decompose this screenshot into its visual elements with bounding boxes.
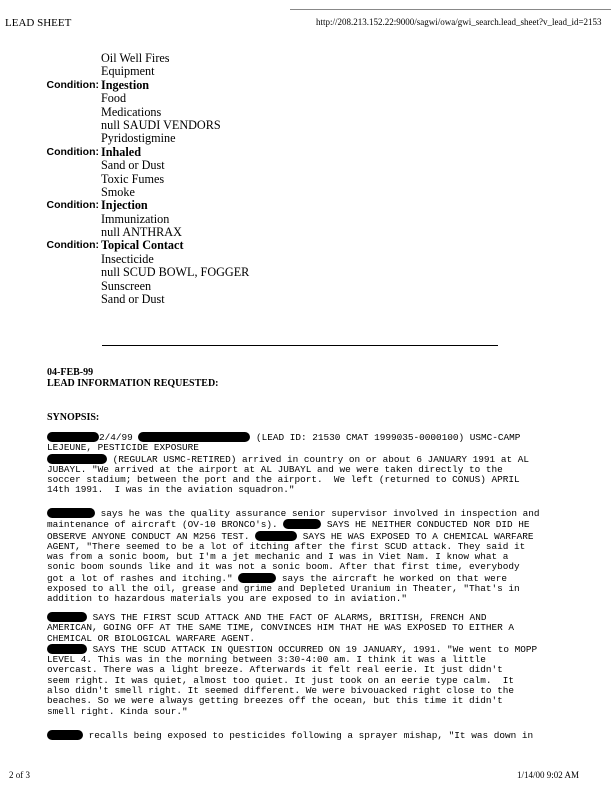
condition-item: Sunscreen xyxy=(101,278,152,293)
condition-label: Condition: xyxy=(46,239,99,252)
redaction-mark xyxy=(283,519,321,529)
condition-item: Oil Well Fires xyxy=(101,51,170,65)
condition-row xyxy=(0,213,611,226)
condition-label: Condition: xyxy=(46,199,99,212)
condition-category: Ingestion xyxy=(101,77,150,92)
condition-row xyxy=(0,79,611,92)
page-url: http://208.213.152.22:9000/sagwi/owa/gwi_search.lead_sheet?v_lead_id=2153 xyxy=(316,17,602,27)
condition-item: null ANTHRAX xyxy=(101,225,182,240)
condition-list xyxy=(0,52,611,306)
synopsis-paragraph-3: SAYS THE FIRST SCUD ATTACK AND THE FACT OF ALARMS, BRITISH, FRENCH AND AMERICAN, GOING OFF AT THE SAME TIME, CONVINCES HIM THAT HE WAS EXPOSED TO EITHER A CHEMICAL OR BIOLOGICAL WARFARE AGENT. SAYS THE SCUD ATTACK IN QUESTION OCCURRED ON 19 JANUARY, 1991. "We went to MOPP LEVEL 4. This was in the morning between 3:30-4:00 am. I think it was a little overcast. There was a light breeze. Afterwards it felt real eerie. It just didn't seem right. It was quiet, almost too quiet. It just took on an eerie type calm. It also didn't smell right. It seemed different. We were bivouacked right close to the beaches. So we were always getting breezes off the ocean, but this time it didn't smell right. Kinda sour." xyxy=(47,612,538,717)
synopsis-paragraph-1: 2/4/99 (LEAD ID: 21530 CMAT 1999035-0000100) USMC-CAMP LEJEUNE, PESTICIDE EXPOSURE (REGULAR USMC-RETIRED) arrived in country on or about 6 JANUARY 1991 at AL JUBAYL. "We arrived at the airport at AL JUBAYL and we were taken directly to the soccer stadium; between the port and the airport. We left (returned to CONUS) APRIL 14th 1991. I was in the aviation squadron." xyxy=(47,432,529,496)
condition-row xyxy=(0,132,611,145)
header-rule xyxy=(290,9,611,10)
condition-row xyxy=(0,280,611,293)
condition-row xyxy=(0,146,611,159)
condition-row xyxy=(0,239,611,252)
condition-item: Immunization xyxy=(101,211,170,226)
redaction-mark xyxy=(47,730,83,740)
redaction-mark xyxy=(47,612,87,622)
lead-information-heading: LEAD INFORMATION REQUESTED: xyxy=(47,378,219,389)
condition-row xyxy=(0,65,611,78)
condition-item: Smoke xyxy=(101,184,135,199)
condition-item: null SCUD BOWL, FOGGER xyxy=(101,265,250,280)
synopsis-paragraph-4: recalls being exposed to pesticides following a sprayer mishap, "It was down in xyxy=(47,730,567,741)
condition-label: Condition: xyxy=(46,78,99,91)
condition-category: Inhaled xyxy=(101,144,141,159)
redaction-mark xyxy=(238,573,276,583)
condition-row xyxy=(0,52,611,65)
condition-category: Injection xyxy=(101,198,148,213)
condition-label: Condition: xyxy=(46,145,99,158)
redaction-mark xyxy=(47,644,87,654)
condition-category: Topical Contact xyxy=(101,238,184,253)
condition-item: Insecticide xyxy=(101,251,154,266)
condition-item: Pyridostigmine xyxy=(101,131,176,146)
condition-item: Toxic Fumes xyxy=(101,171,165,186)
page-number: 2 of 3 xyxy=(9,770,30,780)
redaction-mark xyxy=(47,508,95,518)
condition-row xyxy=(0,173,611,186)
condition-row xyxy=(0,92,611,105)
synopsis-heading: SYNOPSIS: xyxy=(47,412,100,423)
entry-date: 04-FEB-99 xyxy=(47,367,94,378)
condition-item: Equipment xyxy=(101,64,155,79)
redaction-mark xyxy=(255,531,297,541)
condition-row xyxy=(0,159,611,172)
condition-item: Medications xyxy=(101,104,162,119)
condition-item: Food xyxy=(101,91,127,106)
synopsis-paragraph-2: says he was the quality assurance senior supervisor involved in inspection and maintenance of aircraft (OV-10 BRONCO's). SAYS HE NEITHER CONDUCTED NOR DID HE OBSERVE ANYONE CONDUCT AN M256 TEST. SAYS HE WAS EXPOSED TO A CHEMICAL WARFARE AGENT, "There seemed to be a lot of itching after the first SCUD attack. They said it was from a sonic boom, but I'm a jet mechanic and I was in Viet Nam. I know what a sonic boom sounds like and it was not a sonic boom. After that first time, everybody got a lot of rashes and itching." says the aircraft he worked on that were exposed to all the oil, grease and grime and Depleted Uranium in Theater, "That's in addition to hazardous materials you are exposed to in aviation." xyxy=(47,508,540,605)
condition-item: Sand or Dust xyxy=(101,158,165,173)
redaction-mark xyxy=(138,432,250,442)
print-timestamp: 1/14/00 9:02 AM xyxy=(517,770,580,780)
condition-row xyxy=(0,226,611,239)
page-title: LEAD SHEET xyxy=(5,17,72,29)
condition-row xyxy=(0,253,611,266)
condition-row xyxy=(0,106,611,119)
condition-row xyxy=(0,119,611,132)
redaction-mark xyxy=(47,432,99,442)
condition-row xyxy=(0,266,611,279)
redaction-mark xyxy=(47,454,107,464)
condition-row xyxy=(0,186,611,199)
condition-item: null SAUDI VENDORS xyxy=(101,117,221,132)
section-divider xyxy=(102,345,498,346)
condition-row xyxy=(0,199,611,212)
condition-item: Sand or Dust xyxy=(101,292,165,307)
condition-row xyxy=(0,293,611,306)
